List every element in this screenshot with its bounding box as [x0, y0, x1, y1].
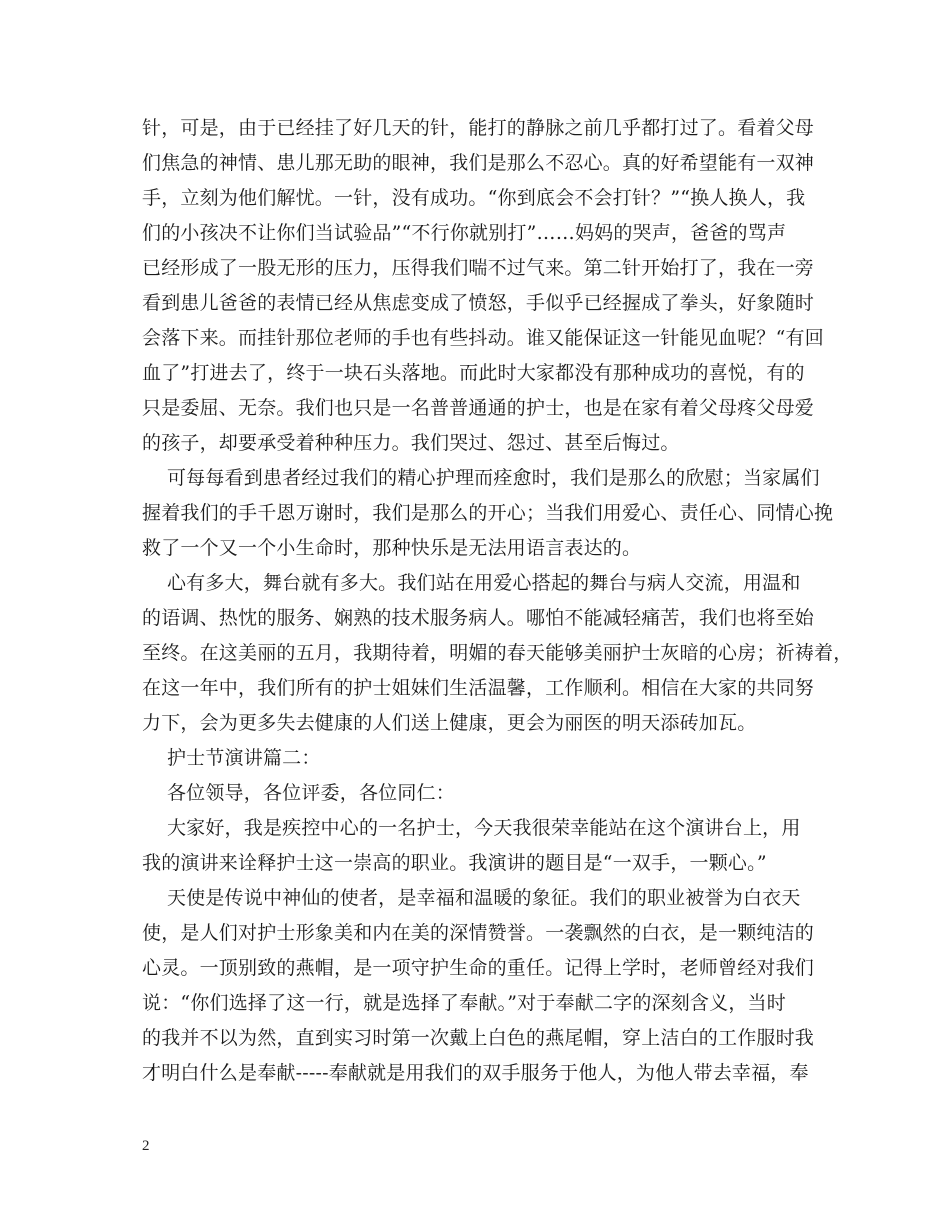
text-line: 手，立刻为他们解忧。一针，没有成功。“你到底会不会打针？”“换人换人，我 [142, 187, 806, 209]
text-line: 的我并不以为然，直到实习时第一次戴上白色的燕尾帽，穿上洁白的工作服时我 [142, 1027, 815, 1049]
text-line: 力下，会为更多失去健康的人们送上健康，更会为丽医的明天添砖加瓦。 [142, 712, 757, 734]
page-number: 2 [142, 1138, 150, 1154]
text-line: 的语调、热忱的服务、娴熟的技术服务病人。哪怕不能减轻痛苦，我们也将至始 [142, 607, 815, 629]
text-line: 在这一年中，我们所有的护士姐妹们生活温馨，工作顺利。相信在大家的共同努 [142, 677, 815, 699]
text-line: 们的小孩决不让你们当试验品”“不行你就别打”……妈妈的哭声，爸爸的骂声 [142, 222, 787, 244]
text-line: 们焦急的神情、患儿那无助的眼神，我们是那么不忍心。真的好希望能有一双神 [142, 152, 815, 174]
text-line: 使，是人们对护士形象美和内在美的深情赞誉。一袭飘然的白衣，是一颗纯洁的 [142, 922, 815, 944]
text-line: 会落下来。而挂针那位老师的手也有些抖动。谁又能保证这一针能见血呢？“有回 [142, 327, 824, 349]
text-line: 可每每看到患者经过我们的精心护理而痊愈时，我们是那么的欣慰；当家属们 [142, 467, 820, 489]
text-line: 血了”打进去了，终于一块石头落地。而此时大家都没有那种成功的喜悦，有的 [142, 362, 805, 384]
text-line: 天使是传说中神仙的使者，是幸福和温暖的象征。我们的职业被誉为白衣天 [142, 887, 801, 909]
text-line: 才明白什么是奉献-----奉献就是用我们的双手服务于他人，为他人带去幸福，奉 [142, 1062, 809, 1084]
text-line: 看到患儿爸爸的表情已经从焦虑变成了愤怒，手似乎已经握成了拳头，好象随时 [142, 292, 815, 314]
text-line: 大家好，我是疾控中心的一名护士，今天我很荣幸能站在这个演讲台上，用 [142, 817, 801, 839]
text-line: 握着我们的手千恩万谢时，我们是那么的开心；当我们用爱心、责任心、同情心挽 [142, 502, 834, 524]
text-line: 心灵。一顶别致的燕帽，是一项守护生命的重任。记得上学时，老师曾经对我们 [142, 957, 815, 979]
text-line: 至终。在这美丽的五月，我期待着，明媚的春天能够美丽护士灰暗的心房；祈祷着， [142, 642, 853, 664]
text-line: 的孩子，却要承受着种种压力。我们哭过、怨过、甚至后悔过。 [142, 432, 680, 454]
text-line: 只是委屈、无奈。我们也只是一名普普通通的护士，也是在家有着父母疼父母爱 [142, 397, 815, 419]
section-heading: 护士节演讲篇二： [142, 747, 321, 769]
salutation-line: 各位领导，各位评委，各位同仁： [142, 782, 455, 804]
text-line: 我的演讲来诠释护士这一崇高的职业。我演讲的题目是“一双手，一颗心。” [142, 852, 767, 874]
text-line: 已经形成了一股无形的压力，压得我们喘不过气来。第二针开始打了，我在一旁 [142, 257, 815, 279]
text-line: 心有多大，舞台就有多大。我们站在用爱心搭起的舞台与病人交流，用温和 [142, 572, 801, 594]
text-line: 救了一个又一个小生命时，那种快乐是无法用语言表达的。 [142, 537, 642, 559]
text-line: 说：“你们选择了这一行，就是选择了奉献。”对于奉献二字的深刻含义，当时 [142, 992, 786, 1014]
text-line: 针，可是，由于已经挂了好几天的针，能打的静脉之前几乎都打过了。看着父母 [142, 117, 815, 139]
